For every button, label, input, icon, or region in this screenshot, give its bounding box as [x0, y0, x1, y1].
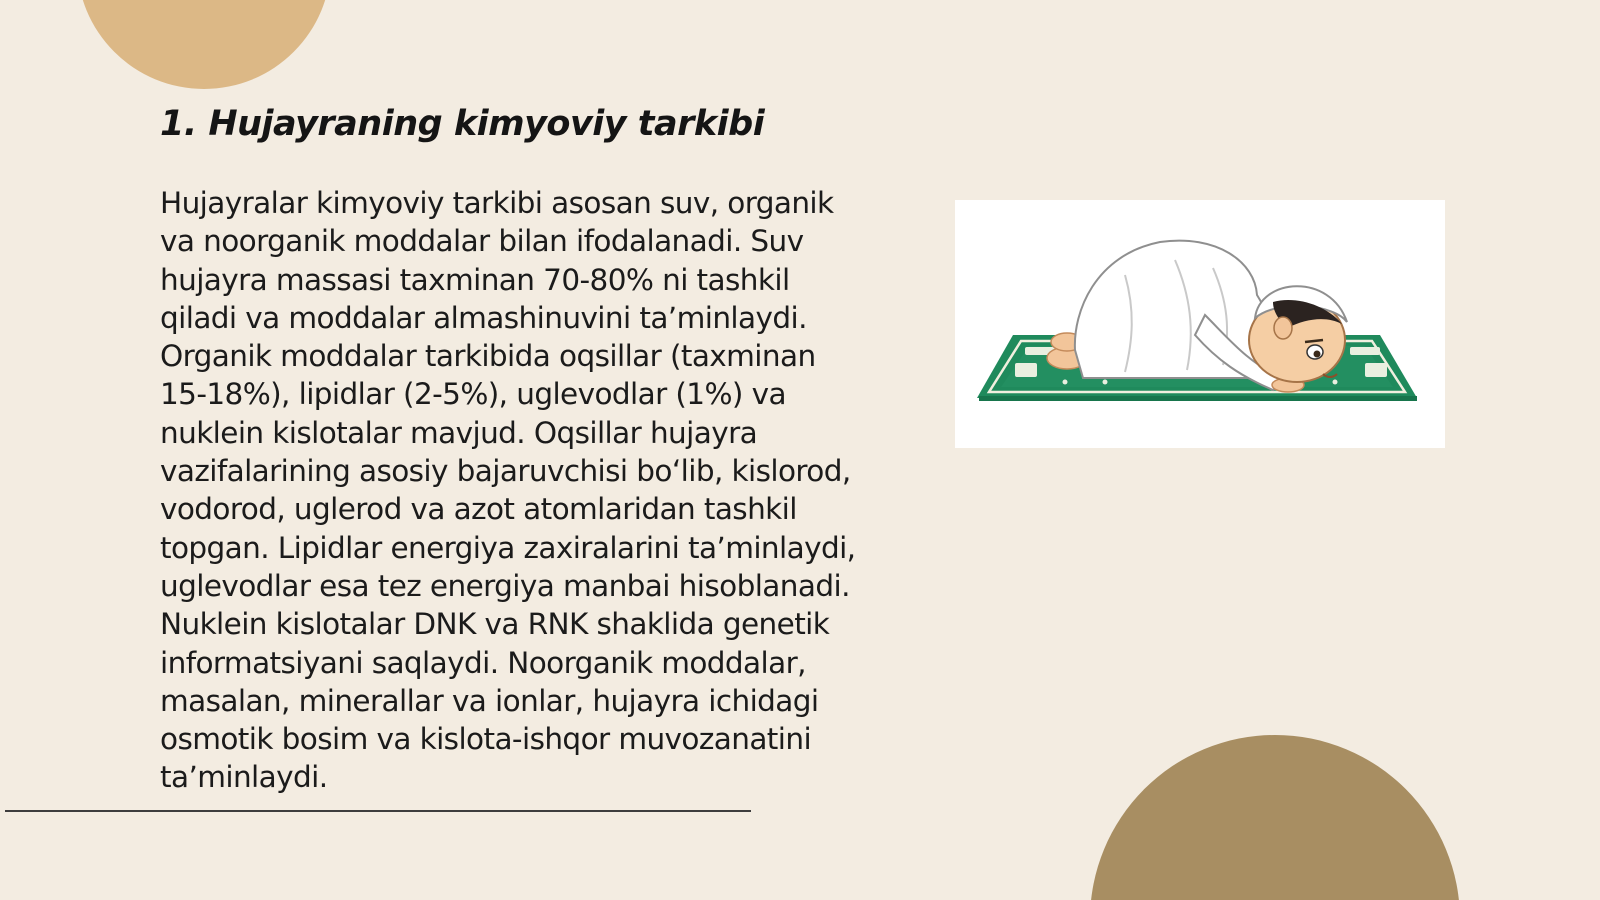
praying-boy-on-prayer-mat-icon: [955, 200, 1445, 448]
slide-title: 1. Hujayraning kimyoviy tarkibi: [160, 104, 765, 144]
slide-body-text: Hujayralar kimyoviy tarkibi asosan suv, organik va noorganik moddalar bilan ifodalanadi. Suv hujayra massasi taxminan 70-80% ni tashkil qiladi va moddalar almashinuvini ta’minlaydi. Organik moddalar tarkibida oqsillar (taxminan 15-18%), lipidlar (2-5%), uglevodlar (1%) va nuklein kislotalar mavjud. Oqsillar hujayra vazifalarining asosiy bajaruvchisi bo‘lib, kislorod, vodorod, uglerod va azot atomlaridan tashkil topgan. Lipidlar energiya zaxiralarini ta’minlaydi, uglevodlar esa tez energiya manbai hisoblanadi. Nuklein kislotalar DNK va RNK shaklida genetik informatsiyani saqlaydi. Noorganik moddalar, masalan, minerallar va ionlar, hujayra ichidagi osmotik bosim va kislota-ishqor muvozanatini ta’minlaydi.: [160, 186, 856, 795]
decorative-circle-top: [77, 0, 331, 89]
decorative-circle-bottom: [1090, 735, 1460, 900]
divider-line: [5, 810, 751, 812]
illustration-image: [955, 200, 1445, 448]
